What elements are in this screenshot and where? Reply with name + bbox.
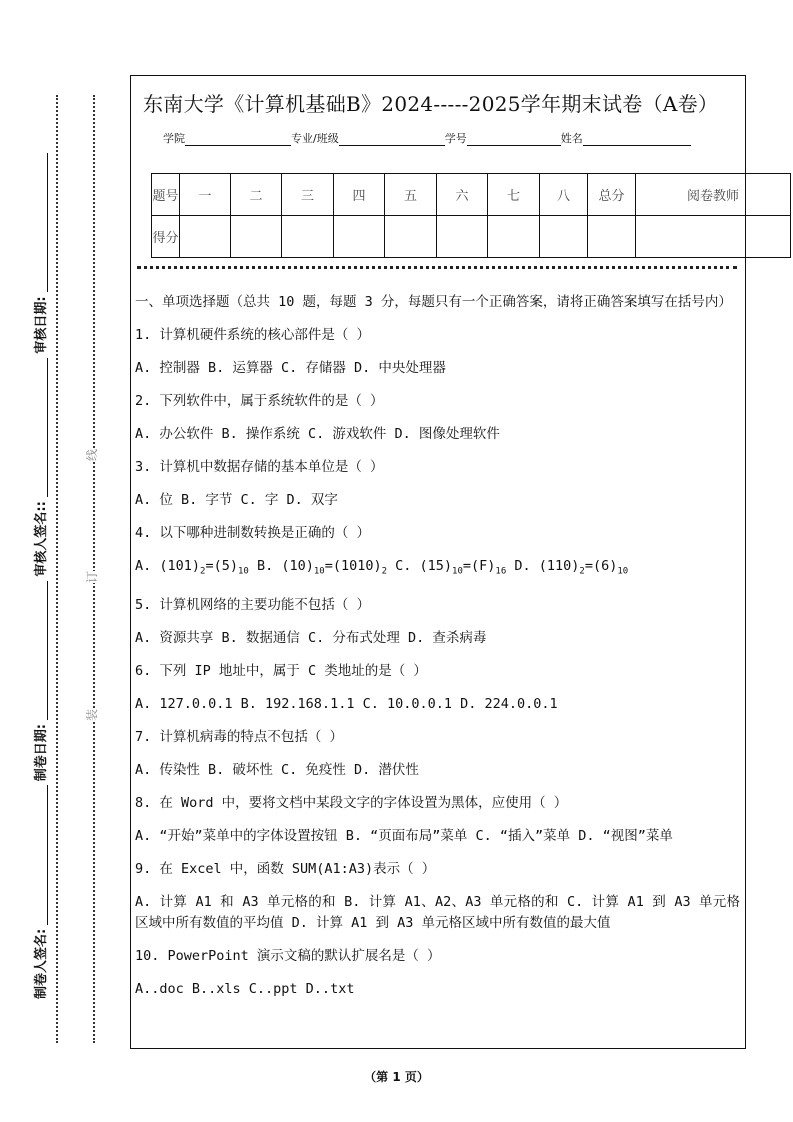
preparer-date-line bbox=[47, 581, 48, 721]
preparer-date-label: 制卷日期: bbox=[34, 724, 49, 782]
section-divider bbox=[137, 266, 737, 269]
score-cell[interactable] bbox=[334, 216, 385, 258]
options: A. $(101)_2=(5)_{10}$ B. $(10)_{10}=(1010)_2$ C. $(15)_{10}=(F)_{16}$ D. $(110)_2=(6)_{10}$ bbox=[135, 558, 629, 577]
review-date-label: 审核日期: bbox=[34, 296, 49, 354]
binding-mark-xian: 线 bbox=[85, 448, 100, 462]
question: 10. PowerPoint 演示文稿的默认扩展名是（ ） bbox=[135, 947, 441, 964]
score-cell[interactable] bbox=[588, 216, 636, 258]
questions-section bbox=[135, 292, 740, 1012]
score-cell[interactable] bbox=[636, 216, 791, 258]
question: 5. 计算机网络的主要功能不包括（ ） bbox=[135, 596, 371, 613]
student-id-label: 学号 bbox=[444, 132, 467, 145]
col-header: 阅卷教师 bbox=[636, 174, 791, 216]
page-number: （第 1 页） bbox=[364, 1070, 429, 1084]
col-header: 五 bbox=[385, 174, 437, 216]
question: 9. 在 Excel 中，函数 SUM(A1:A3)表示（ ） bbox=[135, 860, 436, 877]
section-heading: 一、单项选择题（总共 10 题，每题 3 分，每题只有一个正确答案，请将正确答案填写在括号内） bbox=[135, 294, 732, 310]
score-cell[interactable] bbox=[385, 216, 437, 258]
name-field[interactable] bbox=[583, 131, 691, 146]
reviewer-signature-line bbox=[47, 358, 48, 498]
score-cell[interactable] bbox=[282, 216, 334, 258]
col-header: 八 bbox=[540, 174, 588, 216]
options: A. 办公软件 B. 操作系统 C. 游戏软件 D. 图像处理软件 bbox=[135, 426, 500, 442]
score-cell[interactable] bbox=[540, 216, 588, 258]
options: A. 控制器 B. 运算器 C. 存储器 D. 中央处理器 bbox=[135, 360, 446, 376]
margin-dotted-line bbox=[56, 95, 58, 1043]
reviewer-signature-label: 审核人签名:: bbox=[34, 501, 49, 577]
options: A. 位 B. 字节 C. 字 D. 双字 bbox=[135, 492, 338, 508]
question: 8. 在 Word 中，要将文档中某段文字的字体设置为黑体，应使用（ ） bbox=[135, 794, 568, 811]
question: 3. 计算机中数据存储的基本单位是（ ） bbox=[135, 459, 384, 475]
col-header: 二 bbox=[231, 174, 282, 216]
preparer-signature-label: 制卷人签名: bbox=[34, 928, 49, 999]
score-cell[interactable] bbox=[488, 216, 540, 258]
row-label-question-number: 题号 bbox=[152, 174, 180, 216]
binding-mark-ding: 订 bbox=[85, 570, 100, 584]
col-header: 一 bbox=[180, 174, 231, 216]
question: 7. 计算机病毒的特点不包括（ ） bbox=[135, 728, 344, 745]
col-header: 三 bbox=[282, 174, 334, 216]
col-header: 总分 bbox=[588, 174, 636, 216]
options: A. 资源共享 B. 数据通信 C. 分布式处理 D. 查杀病毒 bbox=[135, 629, 487, 646]
score-cell[interactable] bbox=[437, 216, 488, 258]
college-label: 学院 bbox=[163, 132, 185, 145]
col-header: 七 bbox=[488, 174, 540, 216]
major-label: 专业/班级 bbox=[291, 132, 339, 145]
question: 6. 下列 IP 地址中，属于 C 类地址的是（ ） bbox=[135, 662, 427, 679]
options: A. “开始”菜单中的字体设置按钮 B. “页面布局”菜单 C. “插入”菜单 D. “视图”菜单 bbox=[135, 827, 673, 844]
review-date-line bbox=[47, 153, 48, 293]
name-label: 姓名 bbox=[560, 132, 583, 145]
student-info-row bbox=[163, 130, 691, 146]
binding-mark-zhuang: 装 bbox=[85, 708, 100, 722]
page-title: 东南大学《计算机基础B》2024-----2025学年期末试卷（A卷） bbox=[143, 92, 719, 116]
options: A. 传染性 B. 破坏性 C. 免疫性 D. 潜伏性 bbox=[135, 761, 419, 778]
margin-signature-strip bbox=[29, 149, 51, 999]
options: A. 计算 A1 和 A3 单元格的和 B. 计算 A1、A2、A3 单元格的和 C. 计算 A1 到 A3 单元格区域中所有数值的平均值 D. 计算 A1 到 A3 单元格区域中所有数值的最大值 bbox=[135, 893, 740, 931]
row-label-score: 得分 bbox=[152, 216, 180, 258]
score-table bbox=[151, 173, 791, 258]
options: A. 127.0.0.1 B. 192.168.1.1 C. 10.0.0.1 D. 224.0.0.1 bbox=[135, 695, 558, 712]
question: 2. 下列软件中，属于系统软件的是（ ） bbox=[135, 393, 384, 409]
major-field[interactable] bbox=[339, 131, 445, 146]
binding-dotted-line bbox=[93, 95, 95, 1043]
student-id-field[interactable] bbox=[467, 131, 561, 146]
options: A..doc B..xls C..ppt D..txt bbox=[135, 980, 355, 997]
preparer-signature-line bbox=[47, 785, 48, 925]
question: 4. 以下哪种进制数转换是正确的（ ） bbox=[135, 525, 371, 541]
college-field[interactable] bbox=[185, 131, 291, 146]
score-cell[interactable] bbox=[231, 216, 282, 258]
score-cell[interactable] bbox=[180, 216, 231, 258]
col-header: 六 bbox=[437, 174, 488, 216]
question: 1. 计算机硬件系统的核心部件是（ ） bbox=[135, 327, 371, 343]
col-header: 四 bbox=[334, 174, 385, 216]
